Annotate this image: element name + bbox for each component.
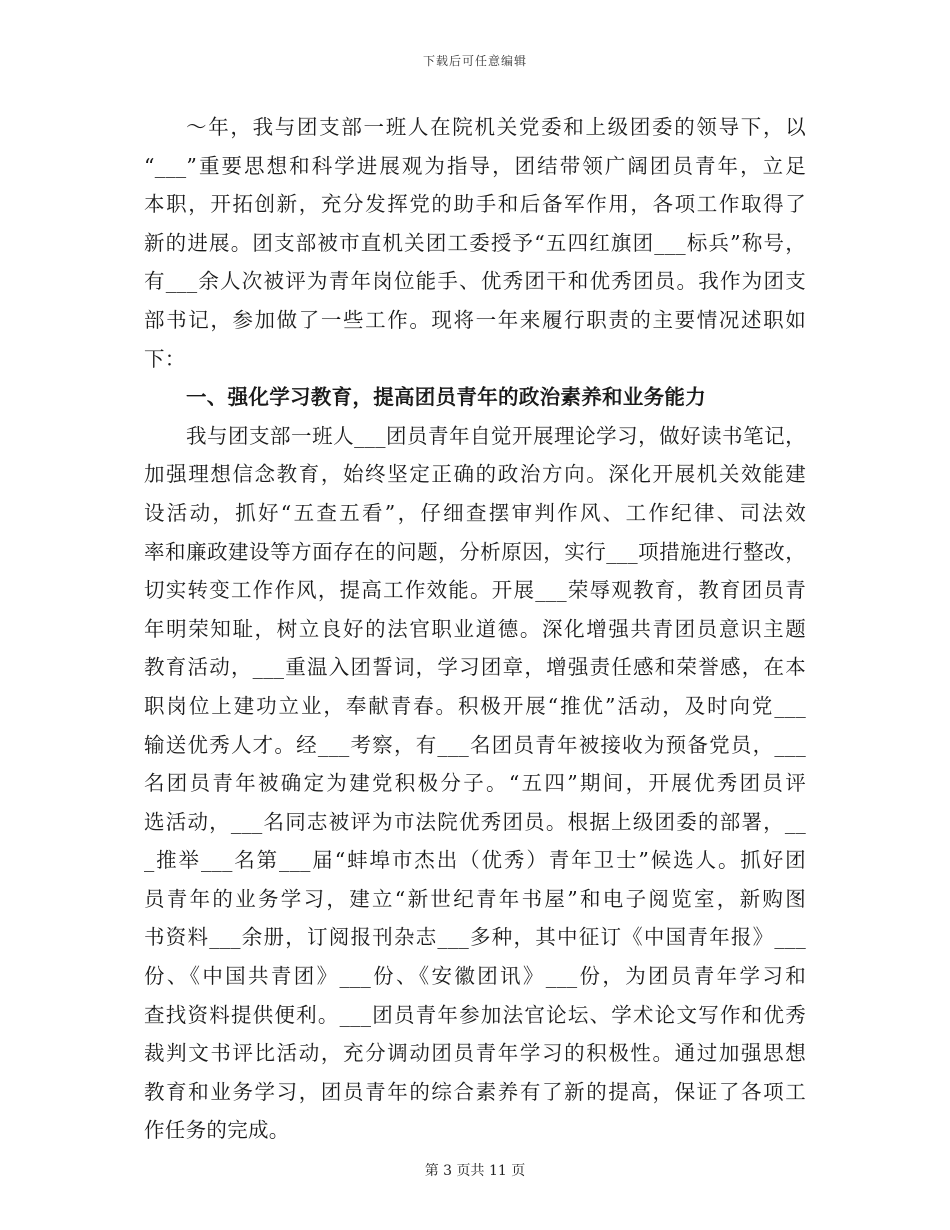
paragraph-line: 有___余人次被评为青年岗位能手、优秀团干和优秀团员。我作为团支 (144, 269, 806, 294)
paragraph-line: 教育活动，___重温入团誓词，学习团章，增强责任感和荣誉感，在本 (144, 655, 806, 680)
paragraph-line: ～年，我与团支部一班人在院机关党委和上级团委的领导下，以 (186, 115, 806, 139)
paragraph-line: 下： (144, 346, 186, 371)
document-body (144, 108, 806, 1150)
paragraph-line: 输送优秀人才。经___考察，有___名团员青年被接收为预备党员，___ (144, 732, 806, 757)
paragraph-line: 职岗位上建功立业，奉献青春。积极开展“推优”活动，及时向党___ (144, 693, 806, 718)
paragraph-line: 选活动，___名同志被评为市法院优秀团员。根据上级团委的部署，__ (144, 809, 806, 834)
paragraph-line: 新的进展。团支部被市直机关团工委授予“五四红旗团___标兵”称号， (144, 230, 806, 255)
paragraph-line: 加强理想信念教育，始终坚定正确的政治方向。深化开展机关效能建 (144, 462, 806, 487)
paragraph-line: 年明荣知耻，树立良好的法官职业道德。深化增强共青团员意识主题 (144, 616, 806, 641)
paragraph-line: 部书记，参加做了一些工作。现将一年来履行职责的主要情况述职如 (144, 307, 806, 332)
paragraph-line: 份、《中国共青团》___份、《安徽团讯》___份，为团员青年学习和 (144, 964, 806, 989)
page-header-note: 下载后可任意编辑 (422, 54, 527, 68)
paragraph-line: 本职，开拓创新，充分发挥党的助手和后备军作用，各项工作取得了 (144, 192, 806, 217)
paragraph-line: 书资料___余册，订阅报刊杂志___多种，其中征订《中国青年报》___ (144, 925, 806, 950)
section-heading: 一、强化学习教育，提高团员青年的政治素养和业务能力 (186, 385, 706, 410)
paragraph-line: 设活动，抓好“五查五看”，仔细查摆审判作风、工作纪律、司法效 (144, 500, 806, 525)
paragraph-line: _推举___名第___届“蚌埠市杰出（优秀）青年卫士”候选人。抓好团 (144, 848, 806, 873)
paragraph-line: “___”重要思想和科学进展观为指导，团结带领广阔团员青年，立足 (144, 153, 806, 178)
paragraph-line: 查找资料提供便利。___团员青年参加法官论坛、学术论文写作和优秀 (144, 1002, 806, 1027)
paragraph-line: 作任务的完成。 (144, 1118, 290, 1143)
paragraph-line: 率和廉政建设等方面存在的问题，分析原因，实行___项措施进行整改， (144, 539, 806, 564)
paragraph-line: 切实转变工作作风，提高工作效能。开展___荣辱观教育，教育团员青 (144, 578, 806, 603)
paragraph-line: 名团员青年被确定为建党积极分子。“五四”期间，开展优秀团员评 (144, 771, 806, 796)
page-number-footer: 第 3 页共 11 页 (424, 1163, 526, 1179)
paragraph-line: 员青年的业务学习，建立“新世纪青年书屋”和电子阅览室，新购图 (144, 886, 806, 911)
paragraph-line: 裁判文书评比活动，充分调动团员青年学习的积极性。通过加强思想 (144, 1041, 806, 1066)
paragraph-line: 教育和业务学习，团员青年的综合素养有了新的提高，保证了各项工 (144, 1079, 806, 1104)
paragraph-line: 我与团支部一班人___团员青年自觉开展理论学习，做好读书笔记， (186, 423, 806, 448)
